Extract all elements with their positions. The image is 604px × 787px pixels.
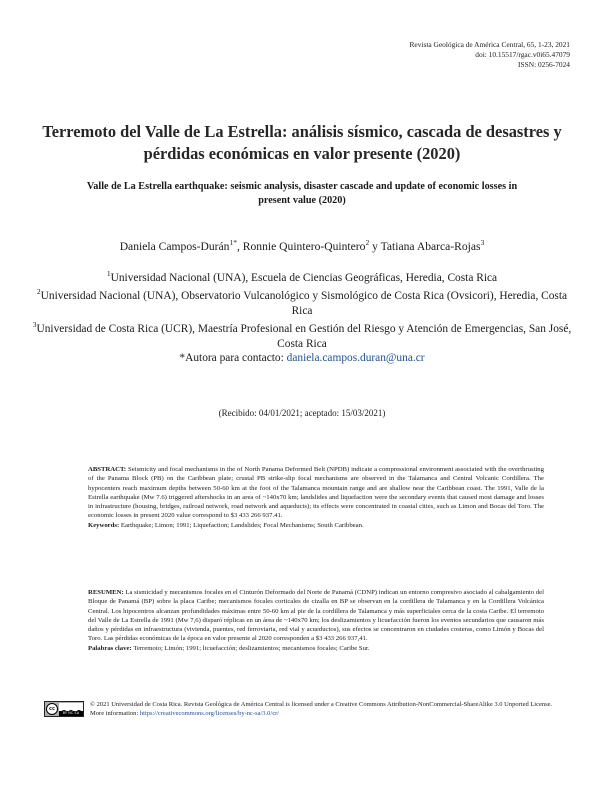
author-name: Tatiana Abarca-Rojas — [380, 239, 481, 253]
keywords-text: Earthquake; Limon; 1991; Liquefaction; Landslides; Focal Mechanisms; South Caribbean. — [119, 521, 364, 529]
contact-email-link[interactable]: daniela.campos.duran@una.cr — [286, 352, 425, 365]
paper-title-es: Terremoto del Valle de La Estrella: análisis sísmico, cascada de desastres y pérdidas económicas en valor presente (2020) — [42, 122, 562, 163]
license-text — [90, 701, 564, 718]
journal-citation: Revista Geológica de América Central, 65, 1-23, 2021 — [409, 40, 570, 49]
license-statement: © 2021 Universidad de Costa Rica. Revista Geológica de América Central is licensed under a Creative Commons Attribution-NonCommercial-ShareAlike 3.0 Unported License. More information: — [90, 701, 553, 717]
author-separator: , — [236, 239, 243, 253]
license-footer — [44, 701, 564, 721]
paper-title-en: Valle de La Estrella earthquake: seismic analysis, disaster cascade and update of economic losses in present value (2020) — [86, 181, 518, 206]
resumen-label: RESUMEN: — [88, 589, 124, 596]
author-affil-mark: 1* — [229, 238, 237, 247]
received-accepted-dates: (Recibido: 04/01/2021; aceptado: 15/03/2021) — [218, 408, 386, 418]
author-name: Ronnie Quintero-Quintero — [242, 239, 366, 253]
cc-badge-label: BY NC SA — [59, 711, 83, 716]
affiliation-text: Universidad de Costa Rica (UCR), Maestría Profesional en Gestión del Riesgo y Atención de Emergencias, San José, Costa Rica — [36, 323, 572, 350]
affiliation-list — [30, 267, 574, 366]
abstract-text: Seismicity and focal mechanisms in the of North Panama Deformed Belt (NPDB) indicate a compressional environment associated with the overthrusting of the Panama Block (PB) on the Caribbean plate; crustal PB strike-slip focal mechanisms are observed in the Talamanca and Central Volcanic Cordillera. The hypocenters reach maximum depths between 50-60 km at the foot of the Talamanca mountain range and are shallow near the Caribbean coast. The 1991, Valle de la Estrella earthquake (Mw 7.6) triggered aftershocks in an area of ~140x70 km; landslides and liquefaction were the secondary events that caused most damage and losses in infrastructure (housing, bridges, railroad network, road network and aqueducts); its effects were concentrated in coastal cities, such as Limon and Bocas del Toro. The economic losses in present 2020 value correspond to $3 433 266 937.41. — [88, 466, 544, 520]
affiliation-text: Universidad Nacional (UNA), Observatorio Vulcanológico y Sismológico de Costa Rica (Ovsicori), Heredia, Costa Rica — [40, 290, 568, 317]
author-separator: y — [369, 239, 381, 253]
cc-license-badge-icon[interactable] — [44, 701, 84, 717]
cc-attribution-icons — [59, 703, 83, 711]
affiliation-mark: 2 — [36, 287, 41, 297]
affiliation-mark: 3 — [32, 320, 37, 330]
author-list — [0, 238, 604, 253]
abstract-block — [88, 465, 544, 530]
author-name: Daniela Campos-Durán — [119, 239, 230, 253]
contact-label: *Autora para contacto: — [179, 352, 287, 365]
abstract-label: ABSTRACT: — [88, 466, 127, 473]
palabras-clave-label: Palabras clave: — [88, 644, 132, 652]
affiliation-text: Universidad Nacional (UNA), Escuela de Ciencias Geográficas, Heredia, Costa Rica — [110, 271, 498, 284]
author-affil-mark: 3 — [480, 238, 485, 247]
journal-issn: ISSN: 0256-7024 — [518, 60, 570, 69]
palabras-clave-text: Terremoto; Limón; 1991; licuefacción; deslizamientos; mecanismos focales; Caribe Sur. — [131, 644, 370, 652]
contact-line — [30, 351, 574, 366]
affiliation-item — [30, 285, 574, 318]
affiliation-mark: 1 — [106, 269, 111, 278]
keywords-label: Keywords: — [88, 521, 120, 529]
author-affil-mark: 2 — [365, 238, 370, 247]
journal-header — [410, 40, 571, 70]
journal-doi[interactable]: doi: 10.15517/rgac.v0i65.47079 — [475, 50, 570, 59]
resumen-block — [88, 588, 544, 653]
affiliation-item — [30, 267, 574, 285]
cc-icon: cc — [46, 703, 58, 715]
resumen-text: La sismicidad y mecanismos focales en el Cinturón Deformado del Norte de Panamá (CDNP) indican un entorno compresivo asociado al cabalgamiento del Bloque de Panamá (BP) sobre la placa Caribe; mecanismos focales corticales de cizalla en BP se observan en la cordillera de Talamanca y en la Cordillera Volcánica Central. Los hipocentros alcanzan profundidades máximas entre 50-60 km al pie de la cordillera de Talamanca y más superficiales cerca de la costa Caribe. El terremoto del Valle de La Estrella de 1991 (Mw 7,6) disparó réplicas en un área de ~140x70 km; los deslizamientos y licuefacción fueron los eventos secundarios que causaron más daños y pérdidas en infraestructura (vivienda, puentes, red ferroviaria, red vial y acueductos), sus efectos se concentraron en ciudades costeras, como Limón y Bocas del Toro. Las pérdidas económicas de la época en valor presente al 2020 corresponden a $3 433 266 937,41. — [88, 589, 544, 643]
license-link[interactable]: https://creativecommons.org/licenses/by-nc-sa/3.0/cr/ — [139, 709, 280, 717]
affiliation-item — [30, 318, 574, 351]
